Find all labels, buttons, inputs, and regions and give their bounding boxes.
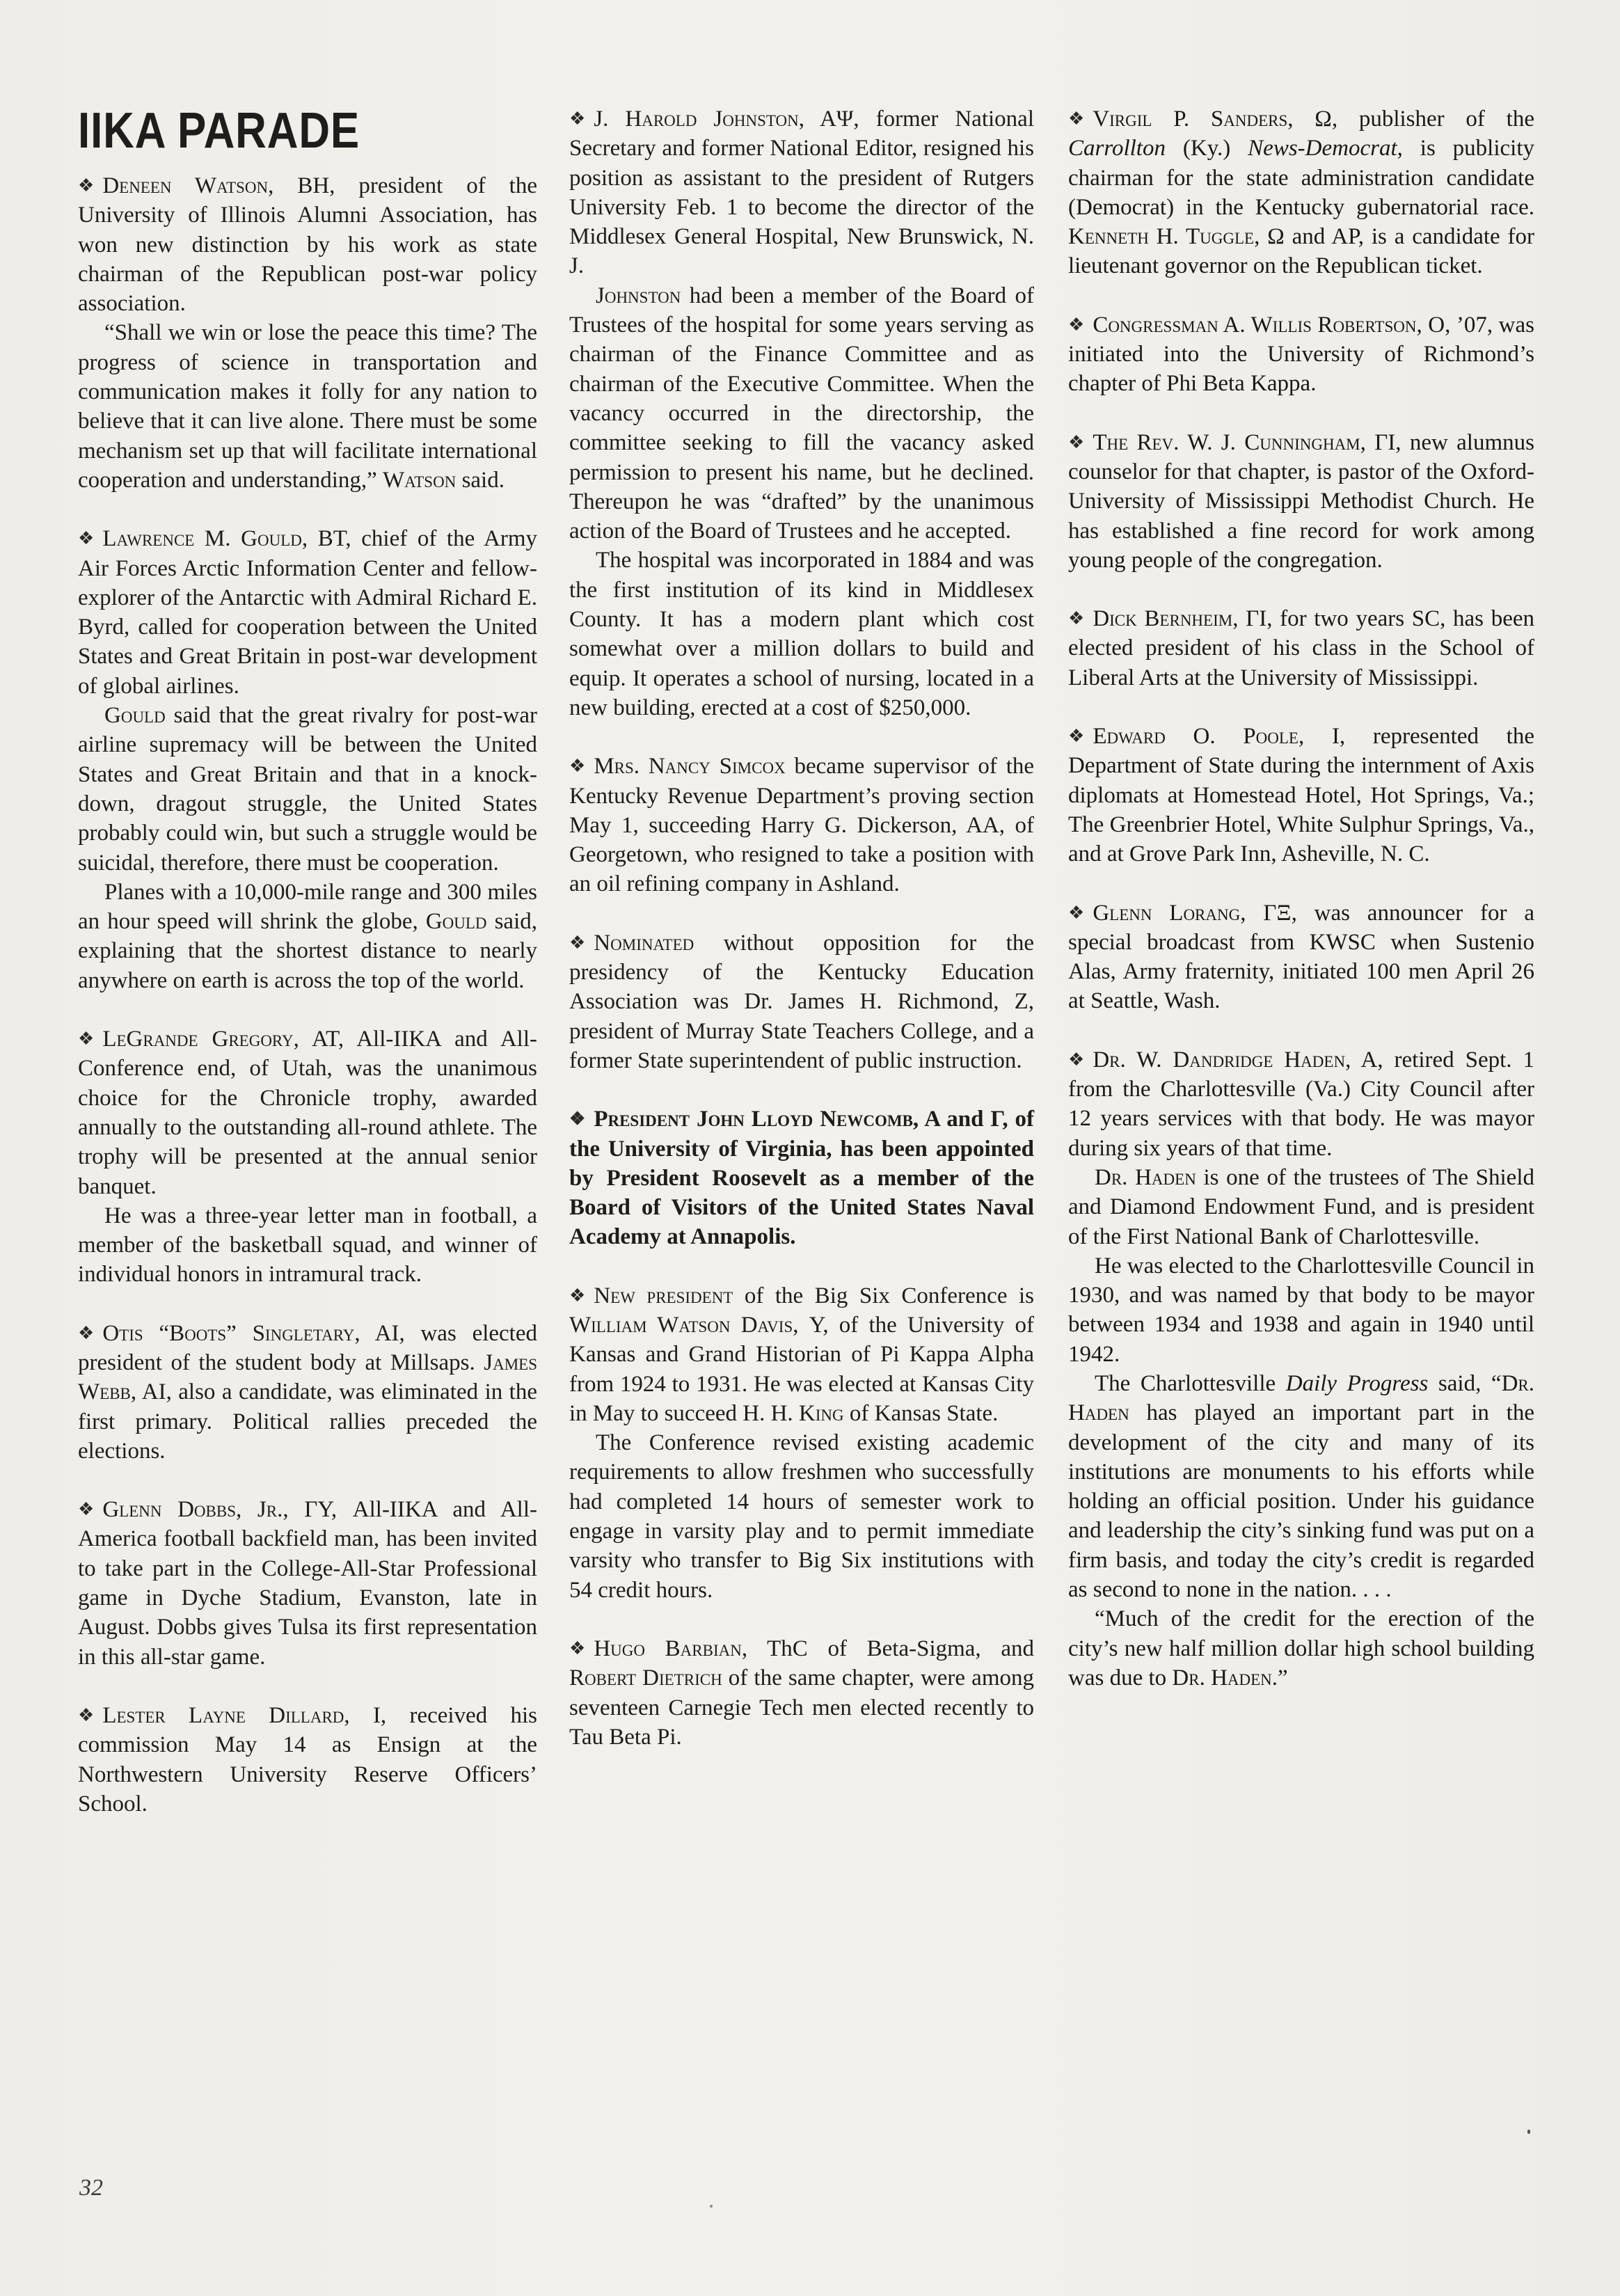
body-text: The hospital was incorporated in 1884 and was the first institution of its kind in Middlesex County. It has a modern plant which cost somewhat over a million dollars to build and equip. It operates a school of nursing, located in a new building, erected at a cost of $250,000. [569, 548, 1034, 720]
ornament-bullet-icon: ❖ [569, 109, 586, 129]
news-paragraph [569, 1105, 1034, 1251]
body-text: , AI, was elected president of the student body at Millsaps. [78, 1320, 537, 1375]
news-item [569, 752, 1034, 898]
body-text: without opposition for the presidency of the Kentucky Education Association was Dr. James H. Richmond, Z, president of Murray State Teachers College, and a former State superintendent of public instruction. [569, 930, 1034, 1073]
name-smallcaps: Nominated [594, 930, 694, 956]
name-smallcaps: Otis “Boots” Singletary [102, 1320, 355, 1346]
news-item [1068, 722, 1534, 869]
name-smallcaps: New president [594, 1283, 733, 1308]
news-item [78, 1701, 537, 1819]
name-smallcaps: Watson [383, 467, 456, 493]
body-text: He was elected to the Charlottesville Council in 1930, and was named by that body to be mayor between 1934 and 1938 and again in 1940 until 1942. [1068, 1253, 1534, 1367]
body-text: “Shall we win or lose the peace this time? The progress of science in transportation and communication makes it folly for any nation to believe that it can live alone. There must be some mechanism set up that will facilitate international cooperation and understanding,” [78, 320, 537, 493]
body-text: (Ky.) [1165, 136, 1248, 161]
name-smallcaps: Lawrence M. Gould [102, 526, 302, 552]
ornament-bullet-icon: ❖ [569, 1109, 586, 1130]
body-text: , AΨ, former National Secretary and former National Editor, resigned his position as assistant to the president of Rutgers University Feb. 1 to become the director of the Middlesex General Hospital, New Brunswick, N. J. [569, 106, 1034, 279]
news-paragraph [1068, 1045, 1534, 1163]
body-text: , AI, also a candidate, was eliminated in the first primary. Political rallies preceded the elections. [78, 1379, 537, 1464]
ornament-bullet-icon: ❖ [569, 756, 586, 777]
news-item [78, 1024, 537, 1290]
news-item [1068, 898, 1534, 1016]
news-paragraph [78, 1024, 537, 1201]
name-smallcaps: King [798, 1400, 844, 1426]
name-smallcaps: President John Lloyd Newcomb [594, 1107, 913, 1132]
name-smallcaps: Glenn Dobbs, Jr. [102, 1497, 283, 1523]
ornament-bullet-icon: ❖ [1068, 109, 1085, 129]
news-paragraph [1068, 1369, 1534, 1604]
body-text: , BT, chief of the Army Air Forces Arctic Information Center and fellow-explorer of the Antarctic with Admiral Richard E. Byrd, called for cooperation between the United States and Great Britain in post-war development of global airlines. [78, 526, 537, 699]
body-text: said, “ [1428, 1370, 1502, 1396]
news-item [1068, 104, 1534, 281]
ornament-bullet-icon: ❖ [1068, 1049, 1085, 1070]
news-paragraph [569, 281, 1034, 546]
body-text: , A, retired Sept. 1 from the Charlottesville (Va.) City Council after 12 years services with that body. He was mayor during six years of that time. [1068, 1047, 1534, 1161]
news-paragraph [1068, 104, 1534, 281]
body-text: He was a three-year letter man in football, a member of the basketball squad, and winner of individual honors in intramural track. [78, 1203, 537, 1288]
news-paragraph [1068, 1163, 1534, 1251]
ornament-bullet-icon: ❖ [1068, 902, 1085, 923]
name-smallcaps: The Rev. W. J. Cunningham [1093, 429, 1360, 455]
body-text: , ΓI, for two years SC, has been elected president of his class in the School of Liberal Arts at the University of Mississippi. [1068, 606, 1534, 690]
news-paragraph [569, 928, 1034, 1075]
body-text: became supervisor of the Kentucky Revenue Department’s proving section May 1, succeeding Harry G. Dickerson, AA, of Georgetown, who resigned to take a position with an oil refining company in Ashland. [569, 754, 1035, 897]
ornament-bullet-icon: ❖ [569, 1285, 586, 1306]
name-smallcaps: Gould [425, 909, 487, 935]
column-right [1068, 104, 1534, 1722]
news-paragraph [569, 1634, 1034, 1752]
body-text: , Ω and AP, is a candidate for lieutenant governor on the Republican ticket. [1068, 224, 1534, 279]
news-paragraph [78, 1201, 537, 1290]
news-paragraph [569, 546, 1034, 722]
name-smallcaps: Glenn Lorang [1093, 900, 1241, 926]
news-paragraph [78, 524, 537, 701]
name-smallcaps: LeGrande Gregory [102, 1027, 294, 1052]
name-smallcaps: Mrs. Nancy Simcox [594, 754, 786, 779]
news-item [1068, 1045, 1534, 1693]
body-text: is one of the trustees of The Shield and Diamond Endowment Fund, and is president of the First National Bank of Charlottesville. [1068, 1164, 1534, 1249]
body-text: , I, represented the Department of State during the internment of Axis diplomats at Homestead Hotel, Hot Springs, Va.; The Greenbrier Hotel, White Sulphur Springs, Va., and at Grove Park Inn, Asheville, N. C. [1068, 724, 1534, 867]
news-item [78, 1319, 537, 1466]
ornament-bullet-icon: ❖ [78, 175, 95, 196]
name-smallcaps: James Webb [78, 1349, 537, 1405]
news-paragraph [1068, 310, 1534, 399]
body-text: , Ω, publisher of the [1287, 106, 1534, 132]
ornament-bullet-icon: ❖ [569, 1638, 586, 1658]
name-smallcaps: Lester Layne Dillard [102, 1702, 344, 1728]
name-smallcaps: Hugo Barbian [594, 1636, 742, 1661]
news-item [1068, 310, 1534, 399]
column-middle [569, 104, 1034, 1781]
body-text: , is publicity chairman for the state administration candidate (Democrat) in the Kentucky gubernatorial race. [1068, 136, 1534, 220]
paper-speck [1527, 2130, 1530, 2134]
column-left [78, 104, 537, 1848]
news-paragraph [78, 1319, 537, 1466]
name-smallcaps: J. Harold Johnston [594, 106, 799, 132]
body-text: said, explaining that the shortest distance to nearly anywhere on earth is across the top of the world. [78, 909, 537, 993]
body-text: had been a member of the Board of Trustees of the hospital for some years serving as chairman of the Finance Committee and as chairman of the Executive Committee. When the vacancy occurred in the directorship, the committee seeking to fill the vacancy asked permission to present his name, but he declined. Thereupon he was “drafted” by the unanimous action of the Board of Trustees and he accepted. [569, 283, 1034, 544]
name-smallcaps: Edward O. Poole [1093, 724, 1299, 750]
name-smallcaps: Johnston [596, 283, 681, 308]
name-smallcaps: Dick Bernheim [1093, 606, 1233, 632]
news-paragraph [78, 318, 537, 495]
news-paragraph [78, 171, 537, 318]
body-text: has played an important part in the development of the city and many of its institutions are monuments to his efforts while holding an official position. Under his guidance and leadership the city’s sinking fund was put on a firm basis, and today the city’s credit is regarded as second to none in the nation. . . . [1068, 1400, 1534, 1603]
body-text: , ΓI, new alumnus counselor for that chapter, is pastor of the Oxford-University of Mississippi Methodist Church. He has established a fine record for work among young people of the congregation. [1068, 429, 1534, 573]
body-text: of Kansas State. [843, 1400, 999, 1426]
ornament-bullet-icon: ❖ [569, 932, 586, 953]
body-text: , ThC of Beta-Sigma, and [741, 1636, 1034, 1661]
name-smallcaps: Robert Dietrich [569, 1665, 722, 1691]
news-item [78, 524, 537, 995]
body-text: .” [1271, 1665, 1288, 1691]
body-text: , A and Γ, of the University of Virginia, has been appointed by President Roosevelt as a member of the Board of Visitors of the United States Naval Academy at Annapolis. [569, 1107, 1035, 1250]
news-paragraph [569, 1281, 1034, 1428]
ornament-bullet-icon: ❖ [78, 528, 95, 549]
news-paragraph [569, 1428, 1034, 1605]
name-smallcaps: Virgil P. Sanders [1093, 106, 1288, 132]
paper-speck [710, 2205, 713, 2208]
news-paragraph [78, 701, 537, 878]
ornament-bullet-icon: ❖ [1068, 432, 1085, 452]
name-smallcaps: Deneen Watson [102, 173, 269, 198]
name-smallcaps: Gould [104, 703, 166, 729]
body-text: , ΓΥ, All-IIKA and All-America football backfield man, has been invited to take part in the College-All-Star Professional game in Dyche Stadium, Evanston, late in August. Dobbs gives Tulsa its first representation in this all-star game. [78, 1497, 537, 1670]
page-number: 32 [79, 2175, 103, 2201]
news-paragraph [78, 1701, 537, 1819]
body-text: The Charlottesville [1095, 1370, 1286, 1396]
news-paragraph [1068, 604, 1534, 692]
name-smallcaps: Kenneth H. Tuggle [1068, 224, 1255, 250]
name-smallcaps: Dr. W. Dandridge Haden [1093, 1047, 1346, 1072]
name-smallcaps: William Watson Davis [569, 1312, 793, 1338]
ornament-bullet-icon: ❖ [1068, 314, 1085, 335]
ornament-bullet-icon: ❖ [1068, 726, 1085, 747]
news-paragraph [1068, 428, 1534, 575]
news-item [78, 1495, 537, 1672]
news-paragraph [78, 878, 537, 995]
news-paragraph [1068, 722, 1534, 869]
news-item [1068, 604, 1534, 692]
body-text: said that the great rivalry for post-war airline supremacy will be between the United States and Great Britain and that in a knock-down, dragout struggle, the United States probably could win, but such a struggle would be suicidal, therefore, there must be cooperation. [78, 703, 537, 876]
section-title: IIKA PARADE [78, 103, 360, 159]
body-text: , Υ, of the University of Kansas and Grand Historian of Pi Kappa Alpha from 1924 to 1931. He was elected at Kansas City in May to succeed H. H. [569, 1312, 1034, 1426]
body-text: of the Big Six Conference is [733, 1283, 1034, 1308]
ornament-bullet-icon: ❖ [78, 1704, 95, 1725]
publication-title: News-Democrat [1248, 136, 1397, 161]
name-smallcaps: Dr. Haden [1095, 1164, 1196, 1190]
body-text: of the same chapter, were among seventeen Carnegie Tech men elected recently to Tau Beta Pi. [569, 1665, 1034, 1750]
news-item [569, 104, 1034, 722]
news-paragraph [1068, 1604, 1534, 1693]
body-text: The Conference revised existing academic requirements to allow freshmen who successfully had completed 14 hours of semester work to engage in varsity play and to permit immediate varsity who transfer to Big Six institutions with 54 credit hours. [569, 1430, 1034, 1603]
news-item [569, 1634, 1034, 1752]
news-paragraph [569, 104, 1034, 281]
news-paragraph [569, 752, 1034, 898]
news-item [569, 1281, 1034, 1605]
ornament-bullet-icon: ❖ [78, 1322, 95, 1343]
ornament-bullet-icon: ❖ [1068, 608, 1085, 629]
news-item [569, 1105, 1034, 1251]
news-item [569, 928, 1034, 1075]
news-paragraph [1068, 1251, 1534, 1369]
body-text: , BH, president of the University of Illinois Alumni Association, has won new distinction by his work as state chairman of the Republican post-war policy association. [78, 173, 537, 317]
news-paragraph [1068, 898, 1534, 1016]
name-smallcaps: Dr. Haden [1172, 1665, 1272, 1691]
news-item [1068, 428, 1534, 575]
news-paragraph [78, 1495, 537, 1672]
body-text: said. [456, 467, 505, 493]
body-text: , AT, All-IIKA and All-Conference end, of Utah, was the unanimous choice for the Chronicle trophy, awarded annually to the outstanding all-round athlete. The trophy will be presented at the annual senior banquet. [78, 1027, 538, 1199]
body-text: , ΓΞ, was announcer for a special broadcast from KWSC when Sustenio Alas, Army fraternity, initiated 100 men April 26 at Seattle, Wash. [1068, 900, 1534, 1014]
name-smallcaps: Dr. Haden [1068, 1370, 1534, 1426]
body-text: “Much of the credit for the erection of the city’s new half million dollar high school building was due to [1068, 1606, 1534, 1691]
ornament-bullet-icon: ❖ [78, 1029, 95, 1050]
body-text: Planes with a 10,000-mile range and 300 miles an hour speed will shrink the globe, [78, 879, 537, 935]
body-text: , O, ’07, was initiated into the University of Richmond’s chapter of Phi Beta Kappa. [1068, 312, 1534, 397]
publication-title: Carrollton [1068, 136, 1166, 161]
ornament-bullet-icon: ❖ [78, 1499, 95, 1520]
news-item [78, 171, 537, 495]
body-text: , I, received his commission May 14 as Ensign at the Northwestern University Reserve Officers’ School. [78, 1702, 538, 1816]
name-smallcaps: Congressman A. Willis Robertson [1093, 312, 1417, 338]
publication-title: Daily Progress [1285, 1370, 1429, 1396]
